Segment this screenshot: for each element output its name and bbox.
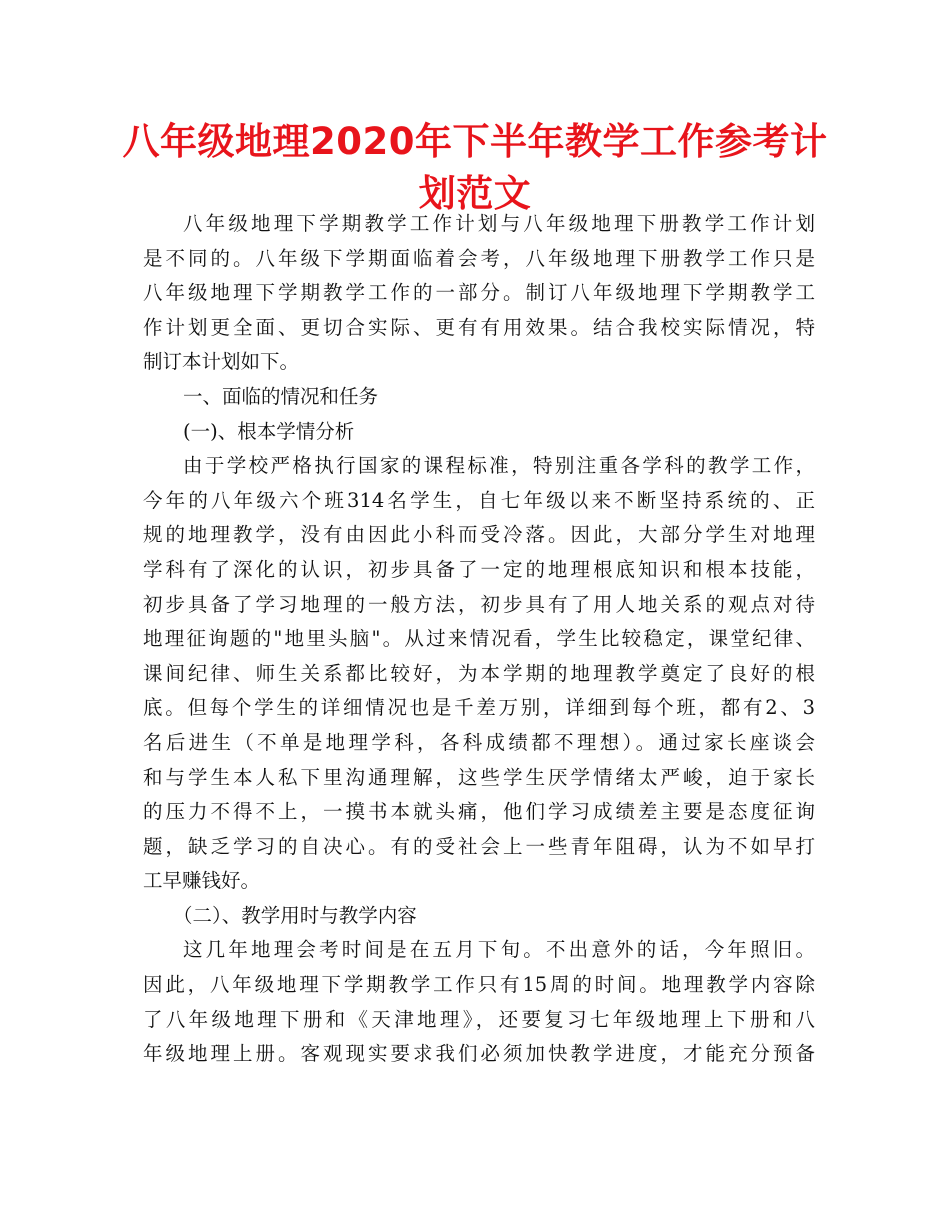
subsection-heading: （二）、教学用时与教学内容	[173, 903, 417, 927]
text-line: 因此，八年级地理下学期教学工作只有15周的时间。地理教学内容除	[143, 973, 815, 997]
text-line: 了八年级地理下册和《天津地理》，还要复习七年级地理上下册和八	[143, 1007, 815, 1031]
text-line: 和与学生本人私下里沟通理解，这些学生厌学情绪太严峻，迫于家长	[143, 765, 815, 789]
text-line: 初步具备了学习地理的一般方法，初步具有了用人地关系的观点对待	[143, 592, 815, 616]
section-heading: 一、面临的情况和任务	[183, 384, 379, 408]
text-line: 的压力不得不上，一摸书本就头痛，他们学习成绩差主要是态度征询	[143, 800, 815, 824]
text-line: 规的地理教学，没有由因此小科而受冷落。因此，大部分学生对地理	[143, 523, 815, 547]
text-line: 年级地理上册。客观现实要求我们必须加快教学进度，才能充分预备	[143, 1042, 815, 1066]
text-line: 名后进生（不单是地理学科，各科成绩都不理想）。通过家长座谈会	[143, 730, 815, 754]
text-line: 八年级地理下学期教学工作的一部分。制订八年级地理下学期教学工	[143, 281, 815, 305]
text-line: 底。但每个学生的详细情况也是千差万别，详细到每个班，都有2、3	[143, 696, 815, 720]
text-line: 由于学校严格执行国家的课程标准，特别注重各学科的教学工作，	[183, 454, 815, 478]
document-body	[143, 207, 815, 1072]
text-line: 是不同的。八年级下学期面临着会考，八年级地理下册教学工作只是	[143, 246, 815, 270]
text-line: 课间纪律、师生关系都比较好，为本学期的地理教学奠定了良好的根	[143, 661, 815, 685]
text-line: 作计划更全面、更切合实际、更有有用效果。结合我校实际情况，特	[143, 315, 815, 339]
text-line: 这几年地理会考时间是在五月下旬。不出意外的话，今年照旧。	[183, 938, 815, 962]
text-line: 制订本计划如下。	[143, 350, 300, 374]
text-line: 学科有了深化的认识，初步具备了一定的地理根底知识和根本技能，	[143, 557, 815, 581]
text-line: 八年级地理下学期教学工作计划与八年级地理下册教学工作计划	[183, 212, 815, 235]
text-line: 题，缺乏学习的自决心。有的受社会上一些青年阻碍，认为不如早打	[143, 834, 815, 858]
document-title: 八年级地理2020年下半年教学工作参考计划范文	[122, 120, 828, 215]
subsection-heading: (一)、根本学情分析	[183, 419, 355, 443]
text-line: 工早赚钱好。	[143, 869, 261, 893]
text-line: 地理征询题的"地里头脑"。从过来情况看，学生比较稳定，课堂纪律、	[143, 627, 815, 651]
text-line: 今年的八年级六个班314名学生，自七年级以来不断坚持系统的、正	[143, 488, 815, 512]
